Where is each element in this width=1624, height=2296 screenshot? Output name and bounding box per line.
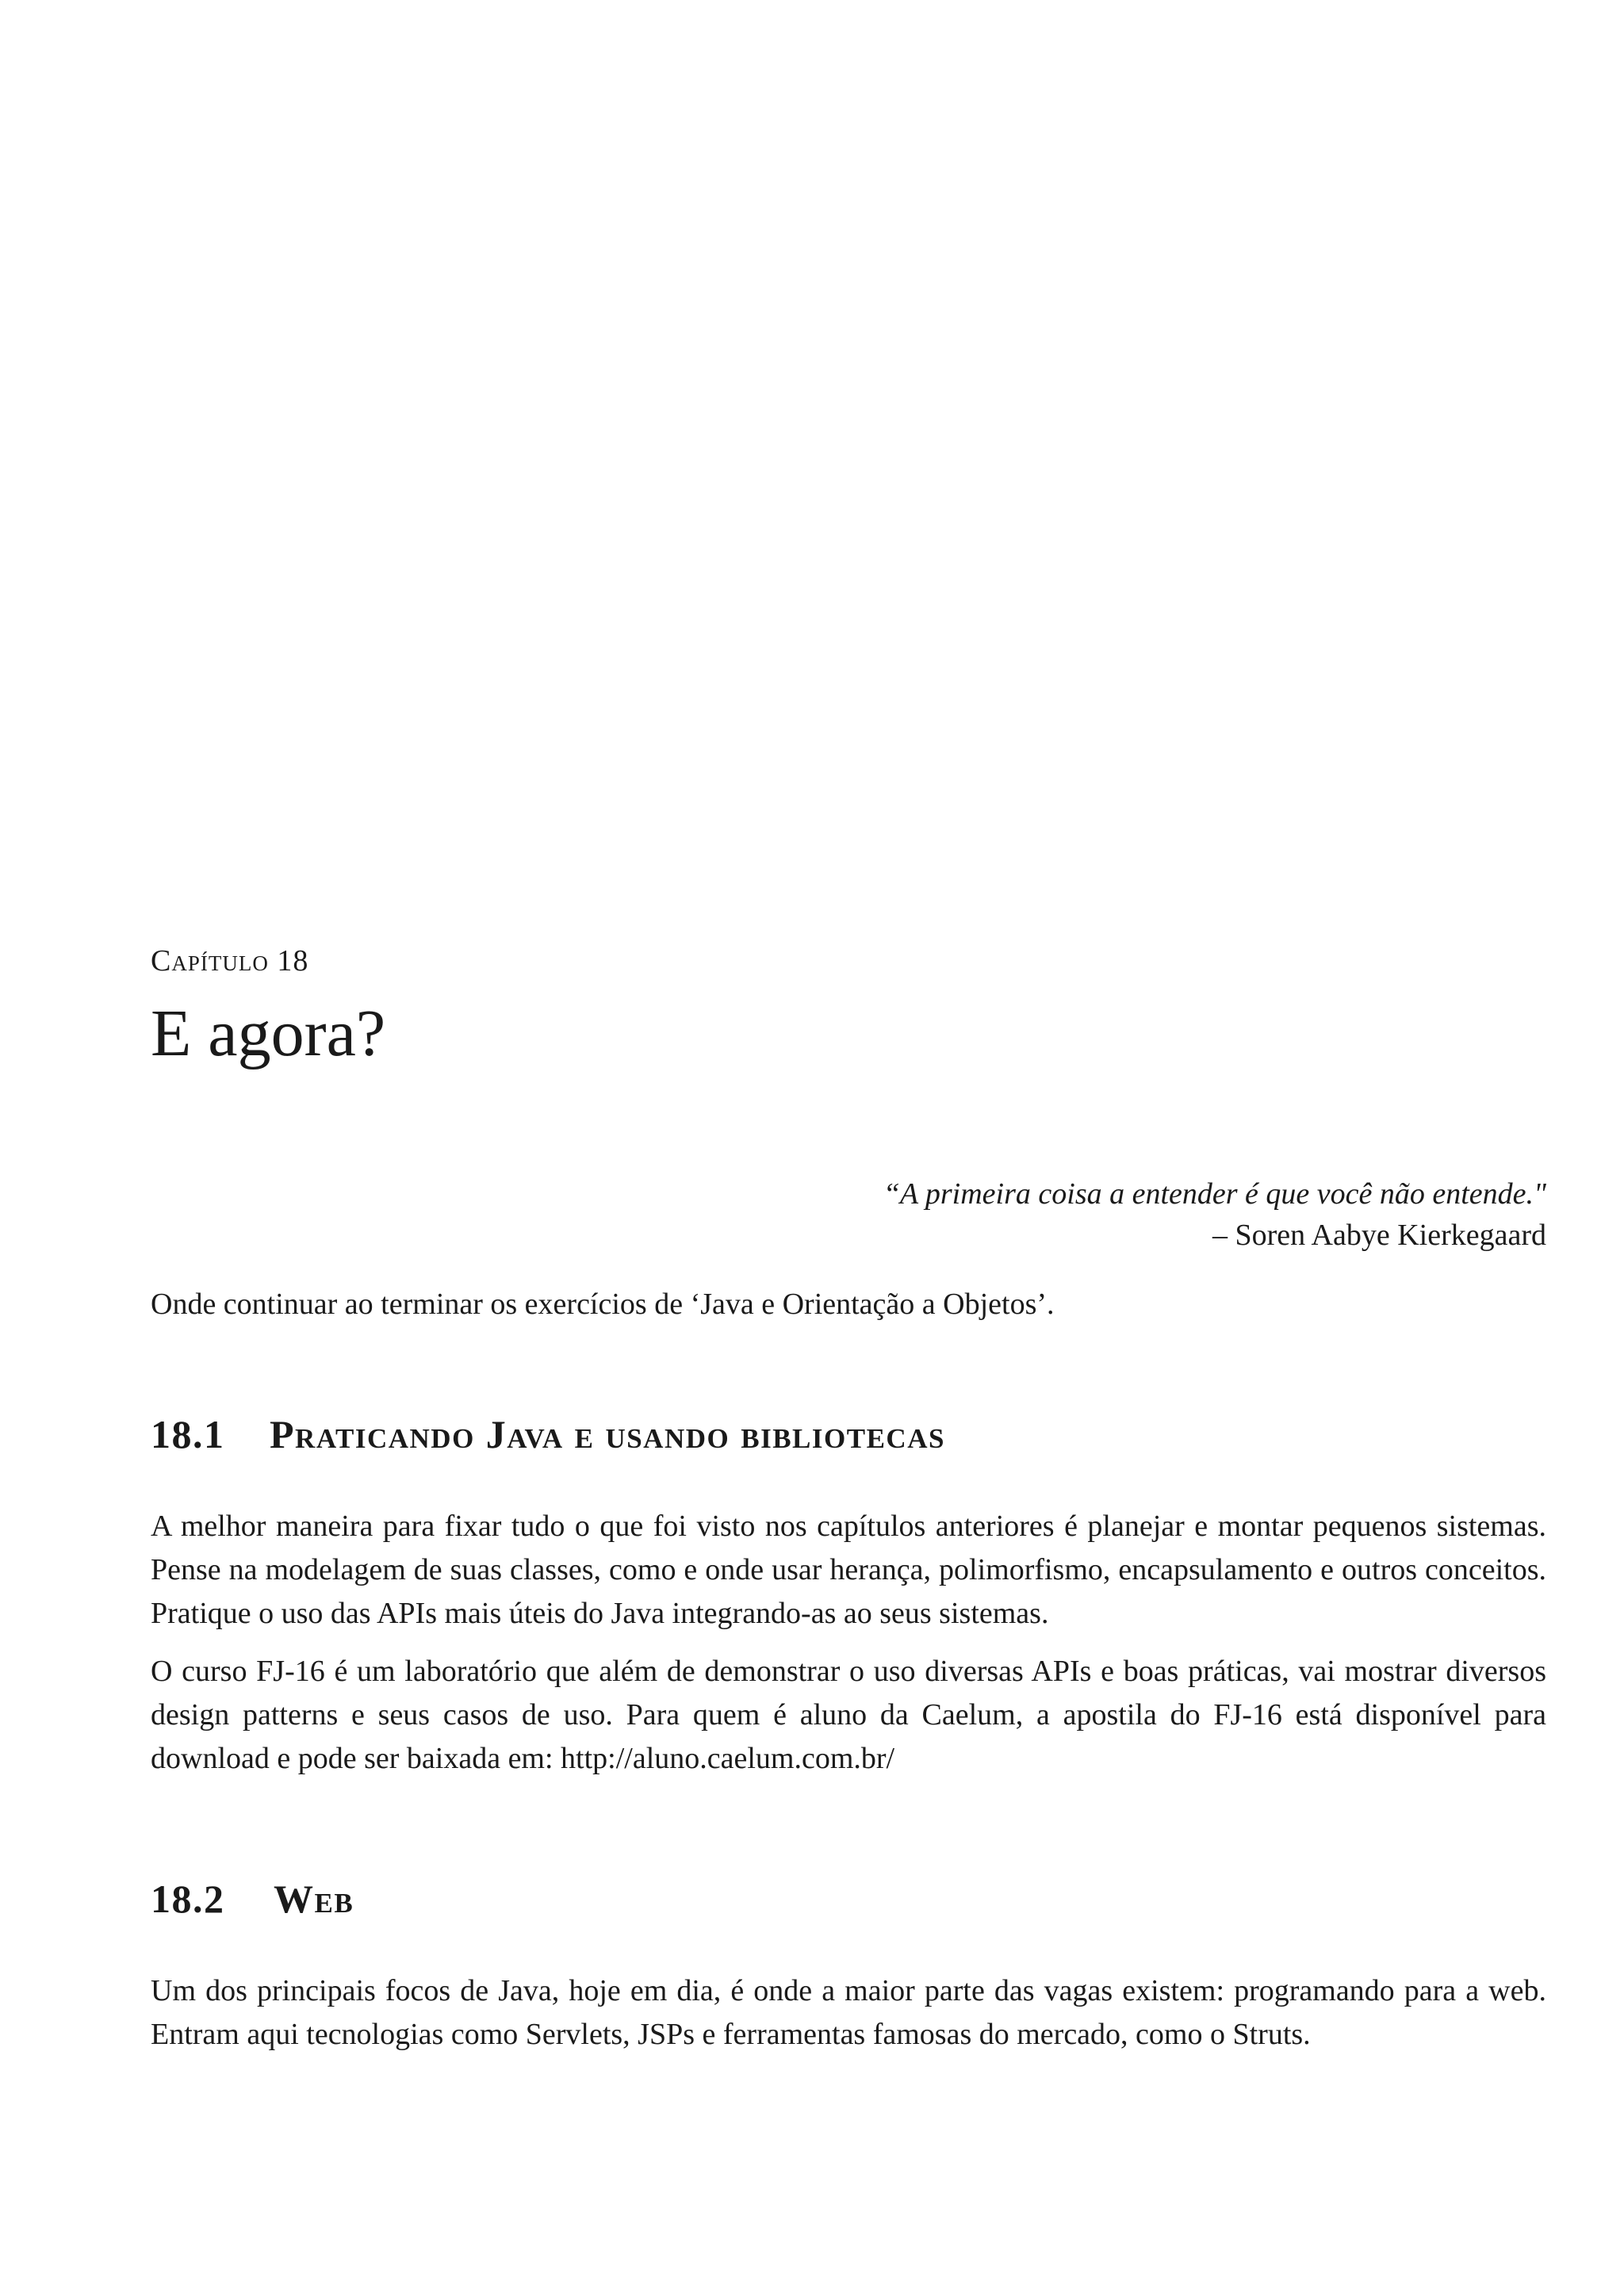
section-number: 18.1 — [151, 1412, 225, 1456]
epigraph-author: – Soren Aabye Kierkegaard — [1212, 1219, 1546, 1252]
section-heading — [151, 1411, 1546, 1457]
paragraph: A melhor maneira para fixar tudo o que foi visto nos capítulos anteriores é planejar e montar pequenos sistemas. Pense na modelagem de suas classes, como e onde usar herança, polimorfismo, encapsulamento e outros conceitos. Pratique o uso das APIs mais úteis do Java integrando-as ao seus sistemas. — [151, 1510, 1546, 1630]
epigraph — [595, 1173, 1546, 1256]
chapter-title: E agora? — [151, 997, 386, 1070]
section-number: 18.2 — [151, 1877, 225, 1921]
document-page — [151, 0, 1546, 2296]
section-title: Praticando Java e usando bibliotecas — [270, 1412, 945, 1456]
section-title: Web — [274, 1877, 354, 1921]
epigraph-quote: “A primeira coisa a entender é que você não entende." — [883, 1177, 1546, 1211]
chapter-label: Capítulo 18 — [151, 944, 309, 978]
chapter-intro: Onde continuar ao terminar os exercícios de ‘Java e Orientação a Objetos’. — [151, 1288, 1055, 1321]
section-web — [151, 1876, 1546, 2051]
paragraph: Um dos principais focos de Java, hoje em dia, é onde a maior parte das vagas existem: programando para a web. Entram aqui tecnologias como Servlets, JSPs e ferramentas famosas do mercado, como o Struts. — [151, 1974, 1546, 2051]
section-heading — [151, 1876, 1546, 1922]
paragraph: O curso FJ-16 é um laboratório que além de demonstrar o uso diversas APIs e boas práticas, vai mostrar diversos design patterns e seus casos de uso. Para quem é aluno da Caelum, a apostila do FJ-16 está disponível para download e pode ser baixada em: http://aluno.caelum.com.br/ — [151, 1655, 1546, 1775]
section-praticando-java — [151, 1411, 1546, 1775]
